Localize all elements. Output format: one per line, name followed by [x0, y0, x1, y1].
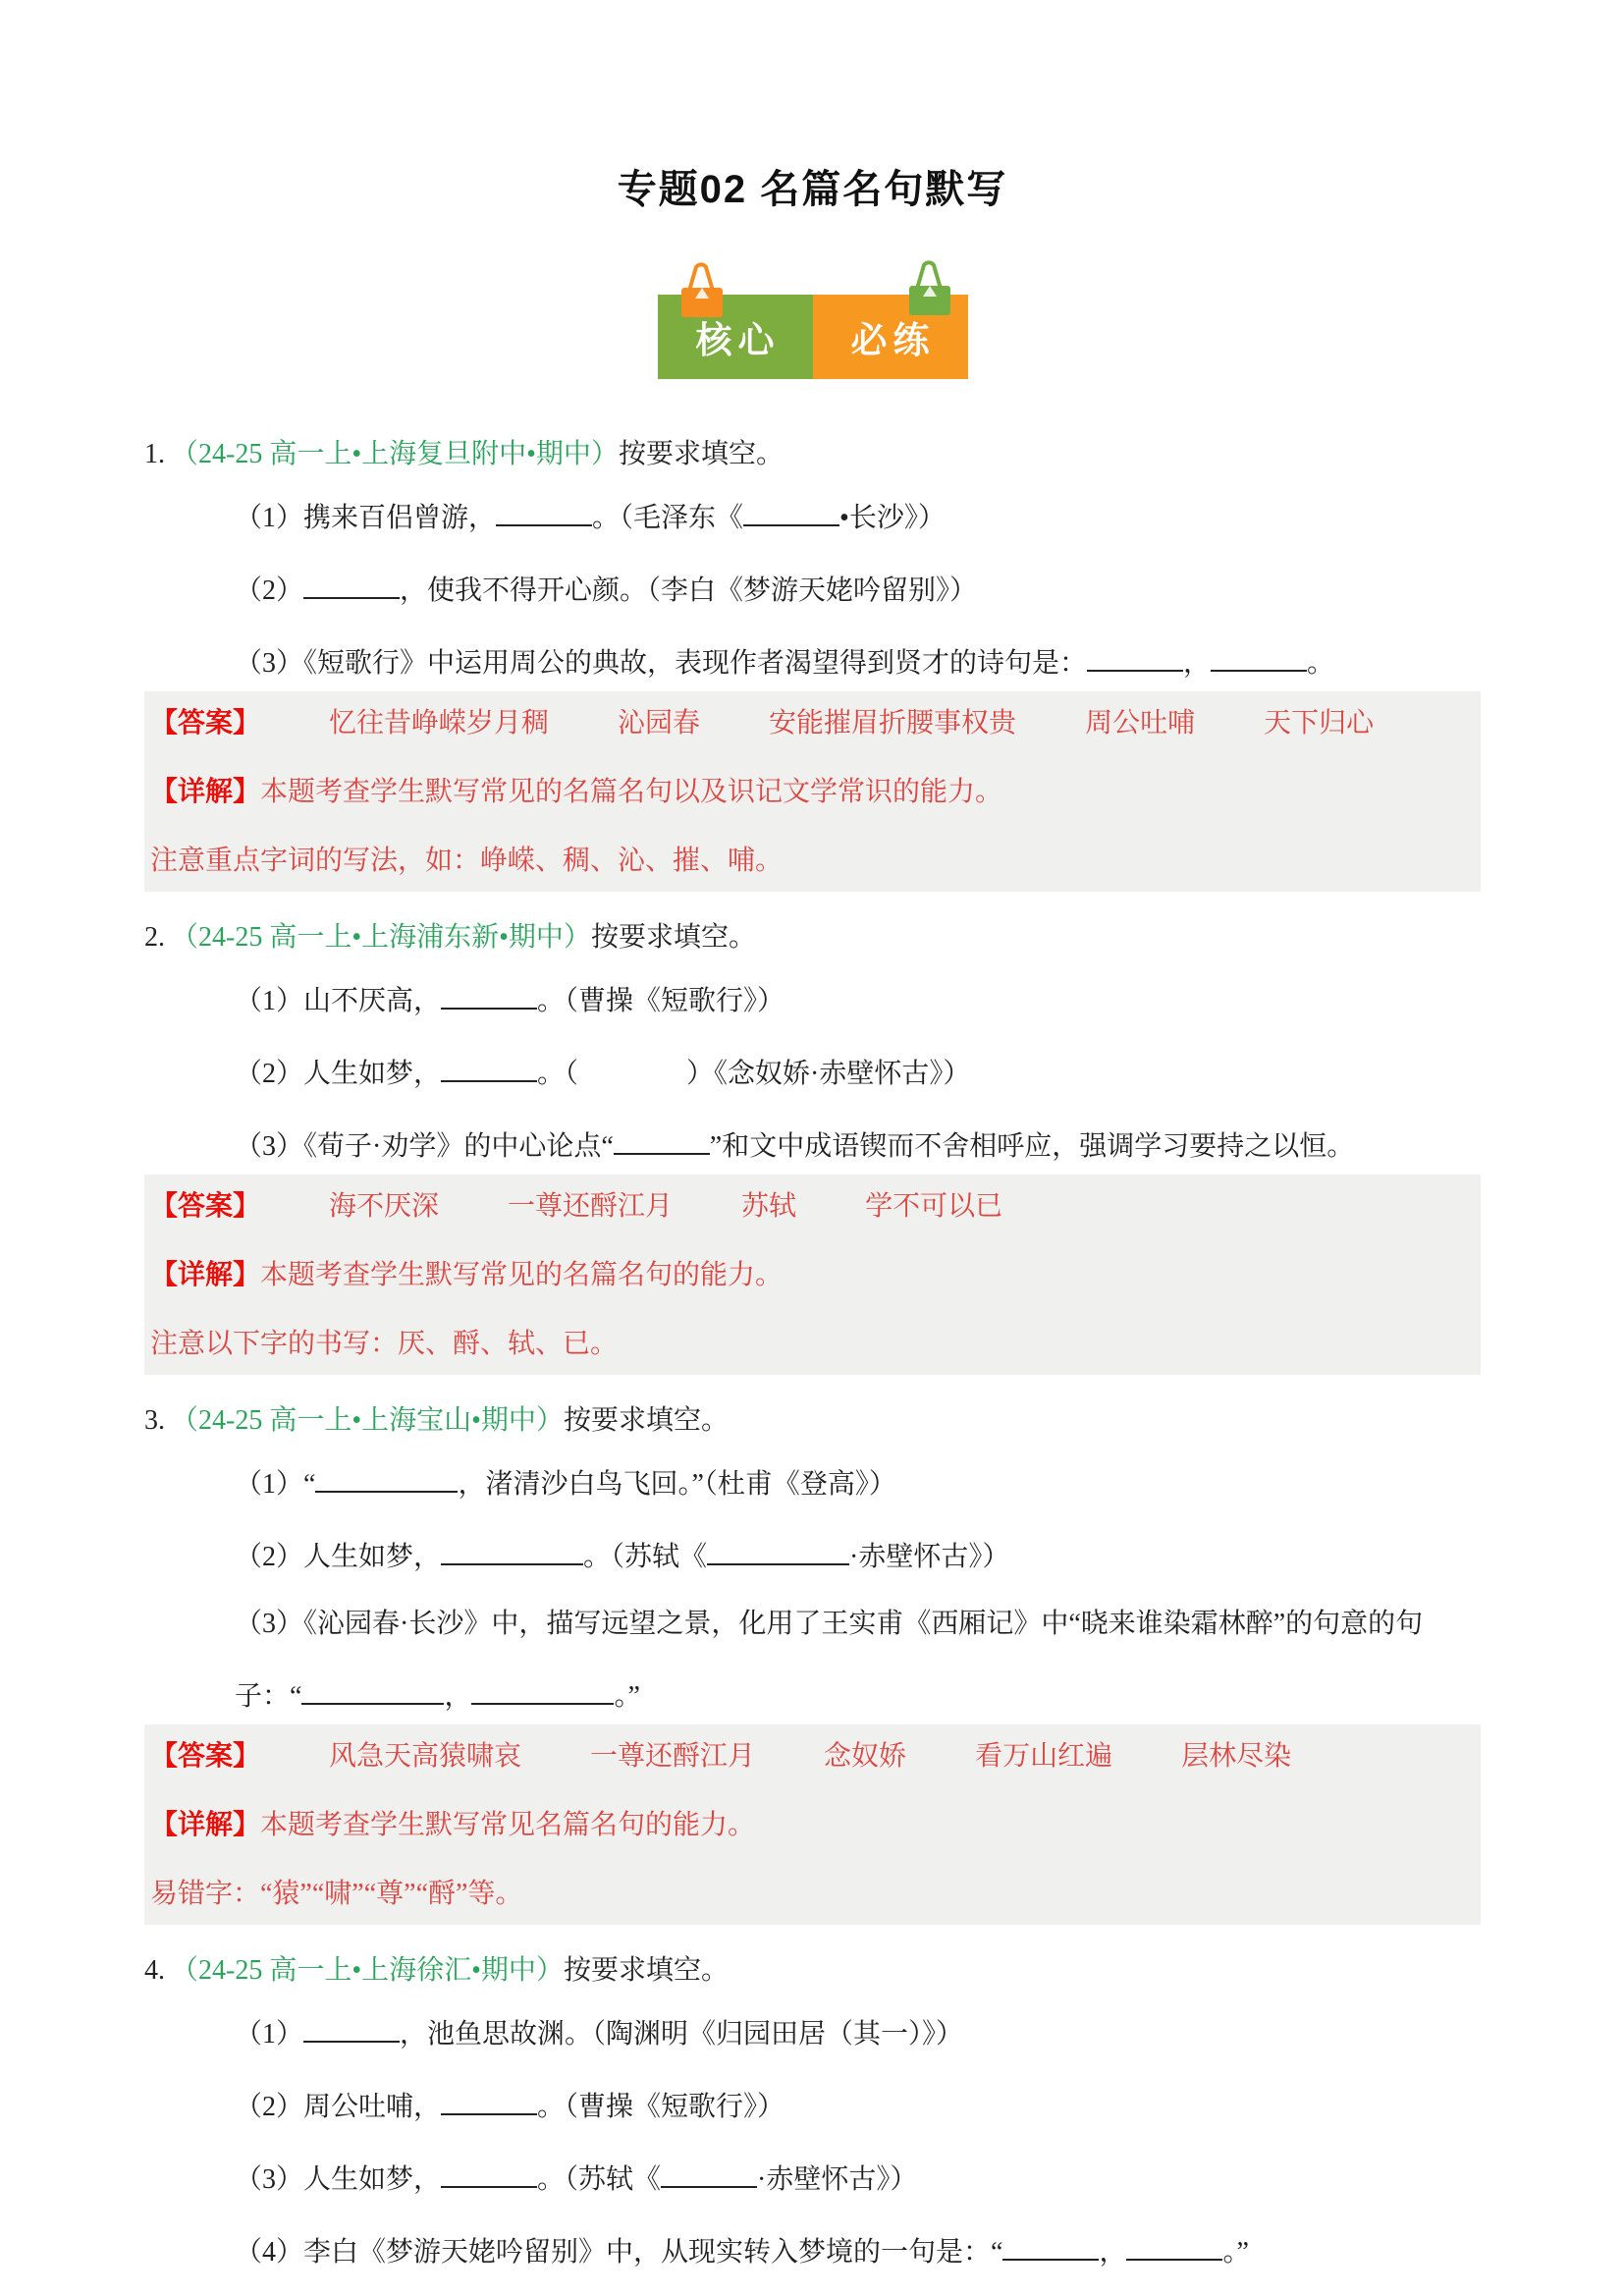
question-number: 3.: [144, 1405, 165, 1436]
answer-block: [144, 1724, 1481, 1925]
item-text: ，使我不得开心颜。（李白《梦游天姥吟留别》）: [400, 575, 978, 606]
fill-blank: [1002, 2229, 1099, 2261]
note-text: 注意以下字的书写：厌、酹、轼、已。: [150, 1329, 619, 1359]
item-text: 。（苏轼《: [537, 2164, 662, 2195]
question-prompt: 按要求填空。: [563, 1955, 729, 1986]
detail-line: [150, 1809, 1471, 1842]
note-text: 注意重点字词的写法，如：峥嵘、稠、沁、摧、哺。: [150, 846, 784, 876]
question-prompt: 按要求填空。: [618, 439, 784, 469]
question-1: [144, 438, 1481, 892]
answer-block: [144, 691, 1481, 892]
answer-line: [150, 1190, 1471, 1224]
core-practice-badge: [658, 295, 968, 379]
item-text: （3）《短歌行》中运用周公的典故，表现作者渴望得到贤才的诗句是：: [235, 648, 1088, 679]
question-header: [144, 1954, 1481, 1988]
item-text: （3）《荀子·劝学》的中心论点“: [235, 1131, 614, 1162]
item-text: （3）《沁园春·长沙》中，描写远望之景，化用了王实甫《西厢记》中“晓来谁染霜林醉”的句意的句: [235, 1609, 1424, 1639]
answer-line: [150, 707, 1471, 740]
fill-blank: [1087, 640, 1183, 672]
answer-item: 天下归心: [1264, 708, 1375, 738]
answer-item: 忆往昔峥嵘岁月稠: [329, 708, 550, 738]
item-text: ”和文中成语锲而不舍相呼应，强调学习要持之以恒。: [709, 1131, 1355, 1162]
item-text: 。（: [537, 1059, 579, 1089]
answer-item: 念奴娇: [824, 1741, 907, 1772]
detail-label: 【详解】: [150, 777, 261, 807]
answer-item: 沁园春: [618, 708, 701, 738]
question-number: 4.: [144, 1955, 165, 1986]
question-source: （24-25 高一上•上海复旦附中•期中）: [171, 439, 619, 469]
answer-item: 学不可以已: [865, 1191, 1003, 1222]
question-item: [235, 1051, 1481, 1092]
item-text: ，: [444, 1681, 472, 1712]
document-content: [144, 165, 1481, 2270]
question-source: （24-25 高一上•上海宝山•期中）: [171, 1405, 564, 1436]
fill-blank: [471, 1673, 614, 1705]
question-item: [235, 1534, 1481, 1575]
item-text: ，: [1183, 648, 1212, 679]
answer-label: 【答案】: [150, 1191, 261, 1222]
question-item: [235, 2157, 1481, 2198]
question-prompt: 按要求填空。: [590, 922, 756, 953]
question-number: 2.: [144, 922, 165, 953]
item-text: 。（苏轼《: [583, 1542, 708, 1572]
question-item: [235, 2011, 1481, 2052]
item-text: （1）“: [235, 1469, 316, 1500]
page-title: 专题02 名篇名句默写: [617, 168, 1008, 211]
note-line: [150, 1878, 1471, 1911]
answer-item: 一尊还酹江月: [508, 1191, 674, 1222]
fill-blank: [441, 1534, 583, 1565]
detail-line: [150, 1259, 1471, 1292]
question-2: [144, 921, 1481, 1375]
fill-blank: [707, 1534, 849, 1565]
question-item: [235, 1607, 1481, 1642]
item-text: 。”: [1222, 2237, 1249, 2268]
badge-core-label: 核心: [658, 295, 813, 379]
item-text: （4）李白《梦游天姥吟留别》中，从现实转入梦境的一句是：“: [235, 2237, 1003, 2268]
detail-line: [150, 776, 1471, 809]
question-item-continuation: [235, 1673, 1481, 1715]
question-source: （24-25 高一上•上海浦东新•期中）: [171, 922, 591, 953]
question-header: [144, 438, 1481, 471]
fill-blank: [441, 2084, 537, 2115]
question-header: [144, 921, 1481, 955]
item-text: ，: [1099, 2237, 1127, 2268]
item-text: 。: [1307, 648, 1335, 679]
answer-label: 【答案】: [150, 708, 261, 738]
item-text: ）《念奴娇·赤壁怀古》）: [686, 1059, 971, 1089]
answer-item: 苏轼: [741, 1191, 797, 1222]
item-text: （2）人生如梦，: [235, 1059, 442, 1089]
answer-item: 一尊还酹江月: [590, 1741, 756, 1772]
question-4: [144, 1954, 1481, 2270]
item-text: （2）周公吐哺，: [235, 2092, 442, 2122]
item-text: 子：“: [235, 1681, 302, 1712]
fill-blank: [614, 1123, 710, 1155]
answer-line: [150, 1740, 1471, 1774]
detail-text: 本题考查学生默写常见的名篇名句的能力。: [260, 1260, 784, 1290]
answer-item: 层林尽染: [1181, 1741, 1292, 1772]
fill-blank: [441, 978, 537, 1010]
note-line: [150, 1328, 1471, 1361]
item-text: ，渚清沙白鸟飞回。”（杜甫《登高》）: [458, 1469, 896, 1500]
question-item: [235, 2229, 1481, 2270]
item-text: ·赤壁怀古》）: [757, 2164, 918, 2195]
question-item: [235, 640, 1481, 682]
question-item: [235, 495, 1481, 536]
item-text: （3）人生如梦，: [235, 2164, 442, 2195]
detail-text: 本题考查学生默写常见名篇名句的能力。: [260, 1810, 756, 1840]
detail-label: 【详解】: [150, 1810, 261, 1840]
question-item: [235, 2084, 1481, 2125]
item-text: （2）: [235, 575, 304, 606]
item-text: （1）携来百侣曾游，: [235, 503, 497, 533]
item-text: 。（曹操《短歌行》）: [537, 2092, 785, 2122]
binder-clip-icon: [672, 255, 729, 322]
item-text: •长沙》）: [839, 503, 946, 533]
item-text: （2）人生如梦，: [235, 1542, 442, 1572]
question-number: 1.: [144, 439, 165, 469]
question-3: [144, 1404, 1481, 1925]
fill-blank: [743, 495, 839, 526]
fill-blank: [441, 1051, 537, 1082]
answer-item: 周公吐哺: [1085, 708, 1196, 738]
answer-item: 看万山红遍: [975, 1741, 1113, 1772]
question-header: [144, 1404, 1481, 1438]
answer-block: [144, 1175, 1481, 1375]
item-text: （1）: [235, 2019, 304, 2050]
detail-text: 本题考查学生默写常见的名篇名句以及识记文学常识的能力。: [260, 777, 1003, 807]
fill-blank: [303, 2011, 400, 2043]
fill-blank: [1126, 2229, 1222, 2261]
fill-blank: [661, 2157, 757, 2188]
question-item: [235, 978, 1481, 1019]
fill-blank: [1211, 640, 1307, 672]
item-text: 。（毛泽东《: [592, 503, 744, 533]
binder-clip-icon: [899, 253, 956, 320]
answer-item: 安能摧眉折腰事权贵: [769, 708, 1017, 738]
question-prompt: 按要求填空。: [563, 1405, 729, 1436]
item-text: 。”: [614, 1681, 640, 1712]
fill-blank: [315, 1461, 458, 1493]
note-line: [150, 845, 1471, 878]
fill-blank: [301, 1673, 444, 1705]
item-text: ·赤壁怀古》）: [849, 1542, 1010, 1572]
fill-blank: [496, 495, 592, 526]
item-text: （1）山不厌高，: [235, 986, 442, 1016]
question-source: （24-25 高一上•上海徐汇•期中）: [171, 1955, 564, 1986]
item-text: 。（曹操《短歌行》）: [537, 986, 785, 1016]
badge-practice-label: 必练: [813, 295, 968, 379]
question-item: [235, 1461, 1481, 1503]
note-text: 易错字：“猿”“啸”“尊”“酹”等。: [150, 1879, 523, 1909]
fill-blank: [303, 568, 400, 599]
item-text: ，池鱼思故渊。（陶渊明《归园田居（其一）》）: [400, 2019, 964, 2050]
detail-label: 【详解】: [150, 1260, 261, 1290]
answer-item: 风急天高猿啸哀: [329, 1741, 522, 1772]
fill-blank: [441, 2157, 537, 2188]
question-item: [235, 1123, 1481, 1165]
answer-label: 【答案】: [150, 1741, 261, 1772]
question-item: [235, 568, 1481, 609]
answer-item: 海不厌深: [329, 1191, 440, 1222]
